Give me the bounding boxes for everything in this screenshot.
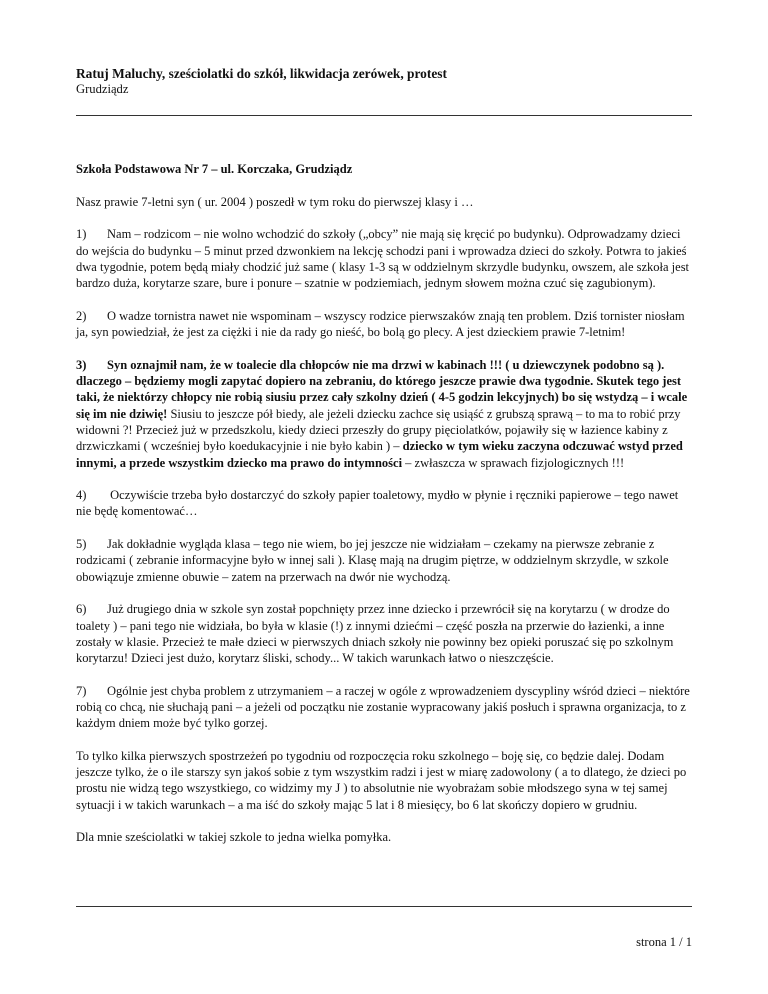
document-subtitle: Grudziądz — [76, 82, 129, 96]
item-text: – zwłaszcza w sprawach fizjologicznych !!! — [402, 455, 625, 470]
item-bold-text: Syn oznajmił nam, że w toalecie dla chłopców nie ma drzwi w kabinach !!! ( u dziewczynek podobno są ). dlaczego – będziemy mogli zapytać dopiero na zebraniu, do którego jeszcze prawie dwa tygodnie. Skutek tego jest taki, że niektórzy chłopcy nie robią siusiu przez cały szkolny dzień ( 4-5 godzin lekcyjnych) bo się wstydzą – i wcale się im nie dziwię! — [76, 357, 688, 421]
list-item-4 — [76, 487, 692, 520]
item-number: 2) — [76, 308, 87, 323]
list-item-3 — [76, 357, 692, 471]
item-text: Siusiu to jeszcze pół biedy, ale jeżeli dziecku zachce się usiąść z grubszą sprawą – to ma to robić przy widowni ?! Przecież już w przedszkolu, kiedy dzieci przeszły do grupy pięciolatków, pojawiły się w łazience kabiny z drzwiczkami ( wcześniej było koedukacyjnie i nie było kabin ) – — [76, 406, 681, 454]
item-text: Już drugiego dnia w szkole syn został popchnięty przez inne dziecko i przewrócił się na korytarzu ( w drodze do toalety ) – pani tego nie widziała, bo była w klasie (!) z innymi dziećmi – część poszła na przerwie do łazienki, a inne zostały w klasie. Przecież te małe dzieci w pierwszych dniach szkoły nie powinny bez opieki poruszać się po szkolnym korytarzu! Dzieci jest dużo, korytarz śliski, schody... W takich warunkach łatwo o nieszczęście. — [76, 602, 674, 666]
intro-paragraph: Nasz prawie 7-letni syn ( ur. 2004 ) poszedł w tym roku do pierwszej klasy i … — [76, 194, 474, 209]
item-number: 1) — [76, 227, 87, 242]
item-number: 6) — [76, 602, 87, 617]
item-text: Jak dokładnie wygląda klasa – tego nie wiem, bo jej jeszcze nie widziałam – czekamy na pierwsze zebranie z rodzicami ( zebranie informacyjne było w innej sali ). Klasę mają na drugim piętrze, w oddzielnym skrzydle, w szkole obowiązuje zmienne obuwie – zatem na przerwach na dwór nie wychodzą. — [76, 537, 669, 584]
footer-divider — [76, 906, 692, 907]
list-item-5 — [76, 536, 692, 585]
school-heading: Szkoła Podstawowa Nr 7 – ul. Korczaka, Grudziądz — [76, 162, 353, 176]
document-title: Ratuj Maluchy, sześciolatki do szkół, likwidacja zerówek, protest — [76, 66, 447, 81]
item-number: 7) — [76, 683, 87, 698]
header-divider — [76, 115, 692, 116]
list-item-1 — [76, 226, 692, 291]
item-text: Nam – rodzicom – nie wolno wchodzić do szkoły („obcy” nie mają się kręcić po budynku). Odprowadzamy dzieci do wejścia do budynku – 5 minut przed dzwonkiem na lekcję schodzi pani i wprowadza dzieci do szkoły. Potwra to jakieś dwa tygodnie, potem będą miały chodzić już same ( klasy 1-3 są w oddzielnym skrzydle budynku, owszem, ale szkoła jest bardzo duża, korytarze szare, bure i ponure – szatnie w podziemiach, jednym słowem można czuć się zagubionym). — [76, 227, 690, 291]
page-number: strona 1 / 1 — [636, 935, 692, 949]
list-item-7 — [76, 683, 692, 732]
item-text: O wadze tornistra nawet nie wspominam – wszyscy rodzice pierwszaków znają ten problem. Dziś tornister niosłam ja, syn powiedział, że jest za ciężki i nie da rady go nieść, bo bolą go plecy. A jest dzieckiem prawie 7-letnim! — [76, 308, 685, 340]
document-body — [76, 161, 692, 862]
list-item-2 — [76, 308, 692, 341]
item-bold-text: dziecko w tym wieku zaczyna odczuwać wstyd przed innymi, a przede wszystkim dziecko ma prawo do intymności — [76, 439, 683, 470]
item-number: 4) — [76, 488, 87, 503]
final-paragraph: Dla mnie sześciolatki w takiej szkole to jedna wielka pomyłka. — [76, 830, 392, 845]
item-text: Ogólnie jest chyba problem z utrzymaniem – a raczej w ogóle z wprowadzeniem dyscypliny wśród dzieci – niektóre robią co chcą, nie słuchają pani – a jeżeli od początku nie zostanie wypracowany jakiś posłuch i sprawna organizacja, to z każdym dniem może być tylko gorzej. — [76, 683, 690, 731]
item-number: 3) — [76, 357, 87, 372]
list-item-6 — [76, 601, 692, 666]
closing-paragraph: To tylko kilka pierwszych spostrzeżeń po tygodniu od rozpoczęcia roku szkolnego – boję się, co będzie dalej. Dodam jeszcze tylko, że o ile starszy syn jakoś sobie z tym wszystkim radzi i jest w miarę zadowolony ( a to dlatego, że dzieci po prostu nie widzą tego wszystkiego, co widzimy my J ) to absolutnie nie wyobrażam sobie młodszego syna w tej samej sytuacji i w takich warunkach – a ma iść do szkoły mając 5 lat i 8 miesięcy, bo 6 lat skończy dopiero w grudniu. — [76, 748, 687, 812]
item-text: Oczywiście trzeba było dostarczyć do szkoły papier toaletowy, mydło w płynie i ręczniki papierowe – tego nawet nie będę komentować… — [76, 488, 679, 519]
item-number: 5) — [76, 537, 87, 552]
